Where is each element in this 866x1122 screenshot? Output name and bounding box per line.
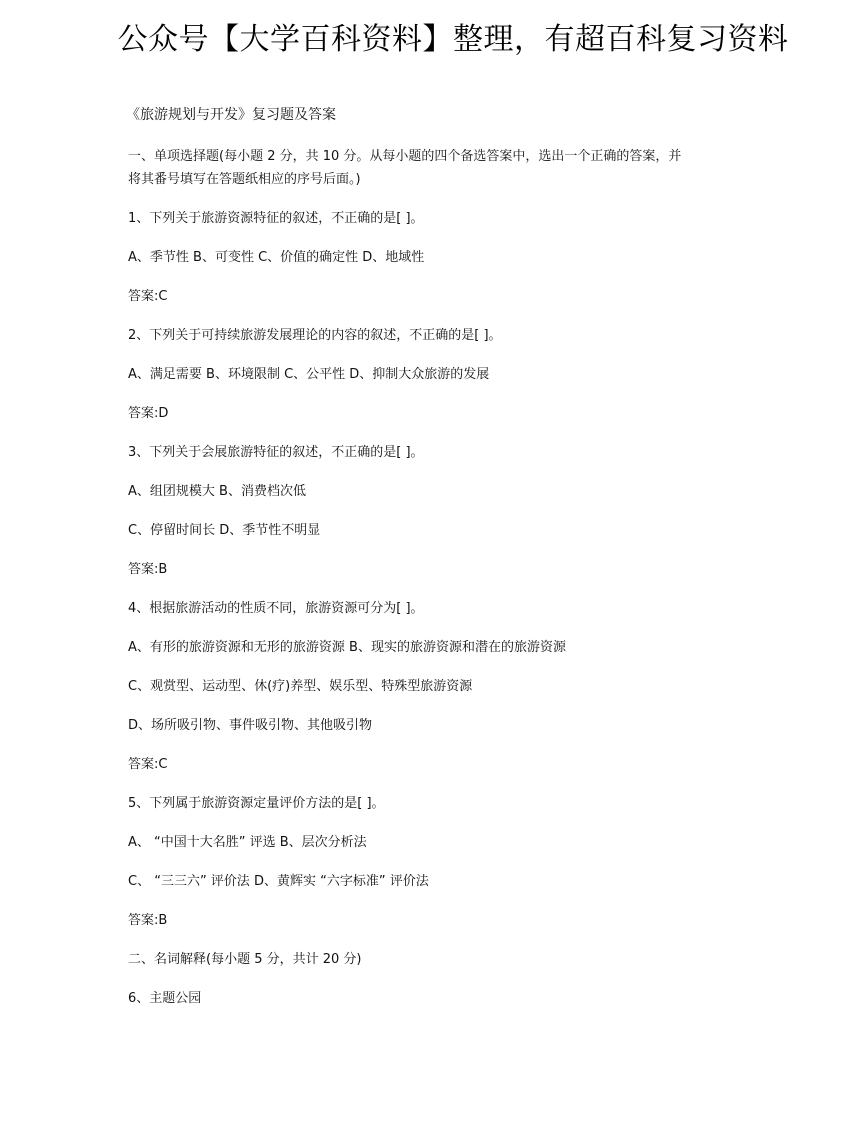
watermark-banner: 公众号【大学百科资料】整理，有超百科复习资料: [117, 22, 789, 57]
document-title: 《旅游规划与开发》复习题及答案: [126, 107, 336, 123]
question-options: A、组团规模大 B、消费档次低: [128, 484, 306, 499]
question-stem: 2、下列关于可持续旅游发展理论的内容的叙述，不正确的是[ ]。: [128, 328, 502, 343]
document-body: [128, 104, 748, 1026]
question-stem: 1、下列关于旅游资源特征的叙述，不正确的是[ ]。: [128, 211, 424, 226]
question-stem: 3、下列关于会展旅游特征的叙述，不正确的是[ ]。: [128, 445, 424, 460]
question-options: C、观赏型、运动型、休(疗)养型、娱乐型、特殊型旅游资源: [128, 679, 473, 694]
question-stem: 4、根据旅游活动的性质不同，旅游资源可分为[ ]。: [128, 601, 424, 616]
question-options: C、停留时间长 D、季节性不明显: [128, 523, 321, 538]
question-options: A、满足需要 B、环境限制 C、公平性 D、抑制大众旅游的发展: [128, 367, 490, 382]
question-answer: 答案:B: [128, 913, 168, 928]
section-instructions-line1: 一、单项选择题(每小题 2 分，共 10 分。从每小题的四个备选答案中，选出一个正确的答案，并: [128, 149, 682, 164]
question-stem: 6、主题公园: [128, 991, 202, 1006]
section-instructions-line2: 将其番号填写在答题纸相应的序号后面。): [128, 172, 361, 187]
question-options: A、季节性 B、可变性 C、价值的确定性 D、地域性: [128, 250, 425, 265]
question-options: C、 “三三六” 评价法 D、黄辉实 “六字标准” 评价法: [128, 874, 429, 889]
question-answer: 答案:C: [128, 289, 168, 304]
question-answer: 答案:B: [128, 562, 168, 577]
question-options: D、场所吸引物、事件吸引物、其他吸引物: [128, 718, 373, 733]
section-heading: 二、名词解释(每小题 5 分，共计 20 分): [128, 952, 362, 967]
section-heading: [128, 145, 748, 191]
question-stem: 5、下列属于旅游资源定量评价方法的是[ ]。: [128, 796, 385, 811]
question-options: A、有形的旅游资源和无形的旅游资源 B、现实的旅游资源和潜在的旅游资源: [128, 640, 566, 655]
question-answer: 答案:C: [128, 757, 168, 772]
question-answer: 答案:D: [128, 406, 169, 421]
question-options: A、 “中国十大名胜” 评选 B、层次分析法: [128, 835, 367, 850]
